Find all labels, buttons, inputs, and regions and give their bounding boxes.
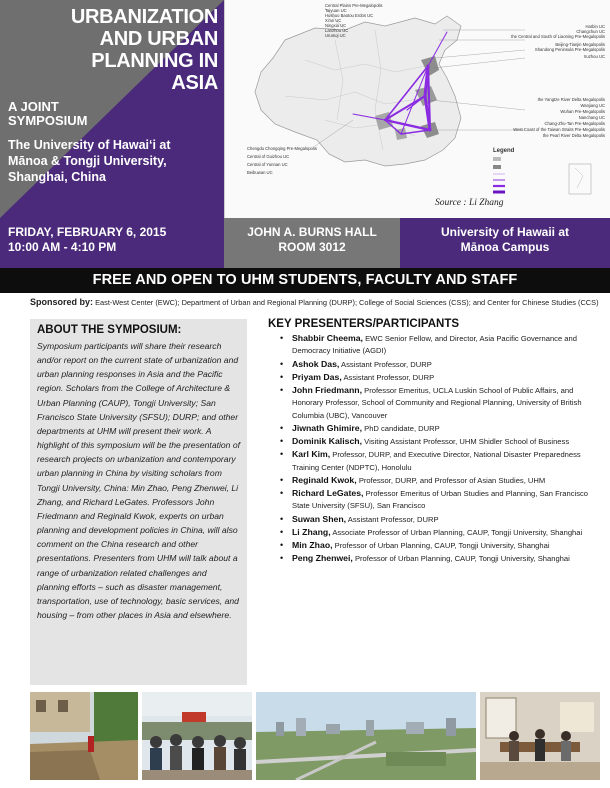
- photo-strip: [30, 692, 600, 780]
- presenter-item: [268, 474, 598, 487]
- presenter-name: Shabbir Cheema,: [292, 333, 363, 343]
- svg-text:Chengdu Chongqing Pre-Megalopo: Chengdu Chongqing Pre-Megalopolis: [247, 146, 317, 151]
- presenter-role: PhD candidate, DURP: [364, 423, 440, 433]
- presenter-item: [268, 435, 598, 448]
- presenter-role: Professor Emeritus, UCLA Luskin School of Public Affairs, and Honorary Professor, School of Community and Regional Planning, University of British Columbia (UBC), Vancouver: [292, 386, 582, 420]
- svg-text:Shandong Peninsula Pre-Megalop: Shandong Peninsula Pre-Megalopolis: [534, 47, 605, 52]
- presenter-role: Assistant Professor, DURP: [347, 514, 439, 524]
- presenter-item: [268, 526, 598, 539]
- presenter-name: Li Zhang,: [292, 526, 331, 537]
- svg-text:Beibuwan UC: Beibuwan UC: [247, 170, 273, 175]
- presenter-name: Peng Zhenwei,: [292, 553, 353, 564]
- sponsors-label: Sponsored by:: [30, 297, 94, 307]
- svg-text:Xi'an UC: Xi'an UC: [325, 18, 342, 23]
- presenter-name: Karl Kim,: [292, 449, 331, 460]
- campus-block: [400, 218, 610, 268]
- presenter-role: Professor, DURP, and Executive Director, National Disaster Preparedness Training Center (NDPTC), Honolulu: [292, 450, 581, 472]
- presenters-list: [268, 332, 598, 566]
- svg-text:the Central and South of Liaon: the Central and South of Liaoning Pre-Megalopolis: [511, 34, 605, 39]
- presenter-role: Assistant Professor, DURP: [343, 372, 435, 382]
- event-time: 10:00 AM - 4:10 PM: [8, 240, 117, 254]
- svg-text:Nanchang UC: Nanchang UC: [578, 115, 605, 120]
- photo-group-meeting: [142, 692, 252, 780]
- sponsors-text: East-West Center (EWC); Department of Urban and Regional Planning (DURP); College of Social Sciences (CSS); and Center for Chinese Studies (CCS): [95, 298, 599, 307]
- about-body: Symposium participants will share their research and/or report on the current state of urbanization and urban planning responses in Asia and the Pacific region. Scholars from the College of Architecture & Urban Planning (CAUP), Tongji University; San Francisco State University (SFSU); DURP; and other departments at UHM will present their work. A highlight of this symposium will be the presentation of research projects on urbanization and contemporary urban planning in China by visiting scholars from Tongji University, China: Min Zhao, Peng Zhenwei, Li Zhang, and Richard LeGates. Professors John Friedmann and Reginald Kwok, experts on urban planning and development policies in China, will also comment on the China research and other presentations. Presenters from UHM will talk about a range of urbanization related challenges and planning efforts – such as disaster management, transportation, use of technology, basic services, and housing – from other places in Asia and elsewhere.: [37, 341, 241, 620]
- presenter-role: Professor of Urban Planning, CAUP, Tongji University, Shanghai: [334, 541, 550, 550]
- presenter-name: Suwan Shen,: [292, 513, 347, 524]
- presenter-item: [268, 448, 598, 474]
- svg-text:Wuhan Pre-Megalopolis: Wuhan Pre-Megalopolis: [560, 109, 605, 114]
- presenter-item: [268, 552, 598, 565]
- presenter-name: Priyam Das,: [292, 371, 342, 382]
- title-panel: [0, 0, 224, 218]
- presenter-name: John Friedmann,: [292, 385, 362, 395]
- presenter-item: [268, 332, 598, 358]
- svg-text:Central of Guizhou UC: Central of Guizhou UC: [247, 154, 290, 159]
- venue-room: ROOM 3012: [278, 240, 346, 254]
- map-inset: [569, 164, 591, 194]
- map-legend: [493, 148, 515, 192]
- venue-name: JOHN A. BURNS HALL: [247, 225, 377, 239]
- svg-text:Xuzhou UC: Xuzhou UC: [583, 54, 605, 59]
- presenter-name: Richard LeGates,: [292, 488, 364, 498]
- presenter-role: EWC Senior Fellow, and Director, Asia Pacific Governance and Democracy Initiative (AGDI): [292, 334, 577, 356]
- svg-text:Lanzhou UC: Lanzhou UC: [325, 28, 349, 33]
- presenter-role: Professor, DURP, and Professor of Asian Studies, UHM: [358, 475, 546, 485]
- event-subtitle: A JOINT SYMPOSIUM: [8, 99, 88, 128]
- campus-line-1: University of Hawaii at: [440, 225, 570, 239]
- presenter-item: [268, 539, 598, 552]
- presenter-name: Min Zhao,: [292, 540, 333, 550]
- svg-text:the Pearl River Delta Megalopo: the Pearl River Delta Megalopolis: [542, 133, 605, 138]
- presenter-name: Ashok Das,: [292, 358, 340, 369]
- event-date: FRIDAY, FEBRUARY 6, 2015: [8, 225, 167, 239]
- presenter-name: Dominik Kalisch,: [292, 436, 363, 446]
- presenter-role: Associate Professor of Urban Planning, CAUP, Tongji University, Shanghai: [332, 527, 583, 537]
- event-title: URBANIZATION AND URBAN PLANNING IN ASIA: [70, 6, 218, 94]
- top-banner: [0, 0, 610, 218]
- china-network-map: [225, 0, 610, 218]
- presenter-item: [268, 384, 598, 422]
- photo-village-street: [30, 692, 138, 780]
- date-time-block: [0, 218, 224, 268]
- svg-text:Ningxia UC: Ningxia UC: [325, 23, 347, 28]
- photo-city-aerial: [256, 692, 476, 780]
- svg-text:Central of Yunnan UC: Central of Yunnan UC: [247, 162, 288, 167]
- presenter-role: Professor Emeritus of Urban Studies and Planning, San Francisco State University (SFSU), San Francisco: [292, 489, 589, 511]
- presenter-role: Assistant Professor, DURP: [341, 359, 432, 369]
- svg-text:Urumqi UC: Urumqi UC: [325, 33, 346, 38]
- free-admission-banner: FREE AND OPEN TO UHM STUDENTS, FACULTY AND STAFF: [0, 268, 610, 293]
- presenter-role: Visiting Assistant Professor, UHM Shidler School of Business: [364, 437, 570, 446]
- svg-text:Wanjiang UC: Wanjiang UC: [580, 103, 605, 108]
- presenters-heading: KEY PRESENTERS/PARTICIPANTS: [268, 318, 460, 330]
- svg-text:Harbin UC: Harbin UC: [585, 24, 605, 29]
- svg-text:Beijing-Tianjin Megalopolis: Beijing-Tianjin Megalopolis: [555, 42, 605, 47]
- event-info-bar: [0, 218, 610, 268]
- svg-text:Hushuo Baotou Erdos UC: Hushuo Baotou Erdos UC: [325, 13, 374, 18]
- svg-text:the Yangtze River Delta Megalo: the Yangtze River Delta Megalopolis: [537, 97, 605, 102]
- svg-text:Taiyuan UC: Taiyuan UC: [325, 8, 347, 13]
- host-universities: The University of Hawai‘i at Mānoa & Tongji University, Shanghai, China: [8, 138, 171, 184]
- presenters-section: [268, 318, 598, 566]
- sponsors-line: [30, 297, 605, 308]
- svg-text:Changchun UC: Changchun UC: [576, 29, 605, 34]
- map-source-credit: Source : Li Zhang: [435, 198, 504, 208]
- svg-text:Legend: Legend: [493, 148, 515, 154]
- about-symposium-box: [30, 319, 247, 685]
- campus-line-2: Mānoa Campus: [460, 240, 550, 254]
- presenter-item: [268, 371, 598, 384]
- presenter-item: [268, 487, 598, 513]
- photo-classroom: [480, 692, 600, 780]
- svg-text:Central Plains Pre-Megalopolis: Central Plains Pre-Megalopolis: [325, 3, 383, 8]
- svg-text:West Coast of the Taiwan Strai: West Coast of the Taiwan Straits Pre-Megalopolis: [513, 127, 605, 132]
- china-map-figure: [224, 0, 610, 218]
- presenter-name: Reginald Kwok,: [292, 474, 357, 485]
- presenter-role: Professor of Urban Planning, CAUP, Tongji University, Shanghai: [354, 554, 570, 564]
- svg-text:Chang-Zhu-Tan Pre-Megalopolis: Chang-Zhu-Tan Pre-Megalopolis: [544, 121, 605, 126]
- venue-block: [224, 218, 400, 268]
- presenter-item: [268, 513, 598, 526]
- presenter-name: Jiwnath Ghimire,: [292, 422, 362, 433]
- presenter-item: [268, 422, 598, 435]
- about-heading: ABOUT THE SYMPOSIUM:: [37, 324, 182, 336]
- presenter-item: [268, 358, 598, 371]
